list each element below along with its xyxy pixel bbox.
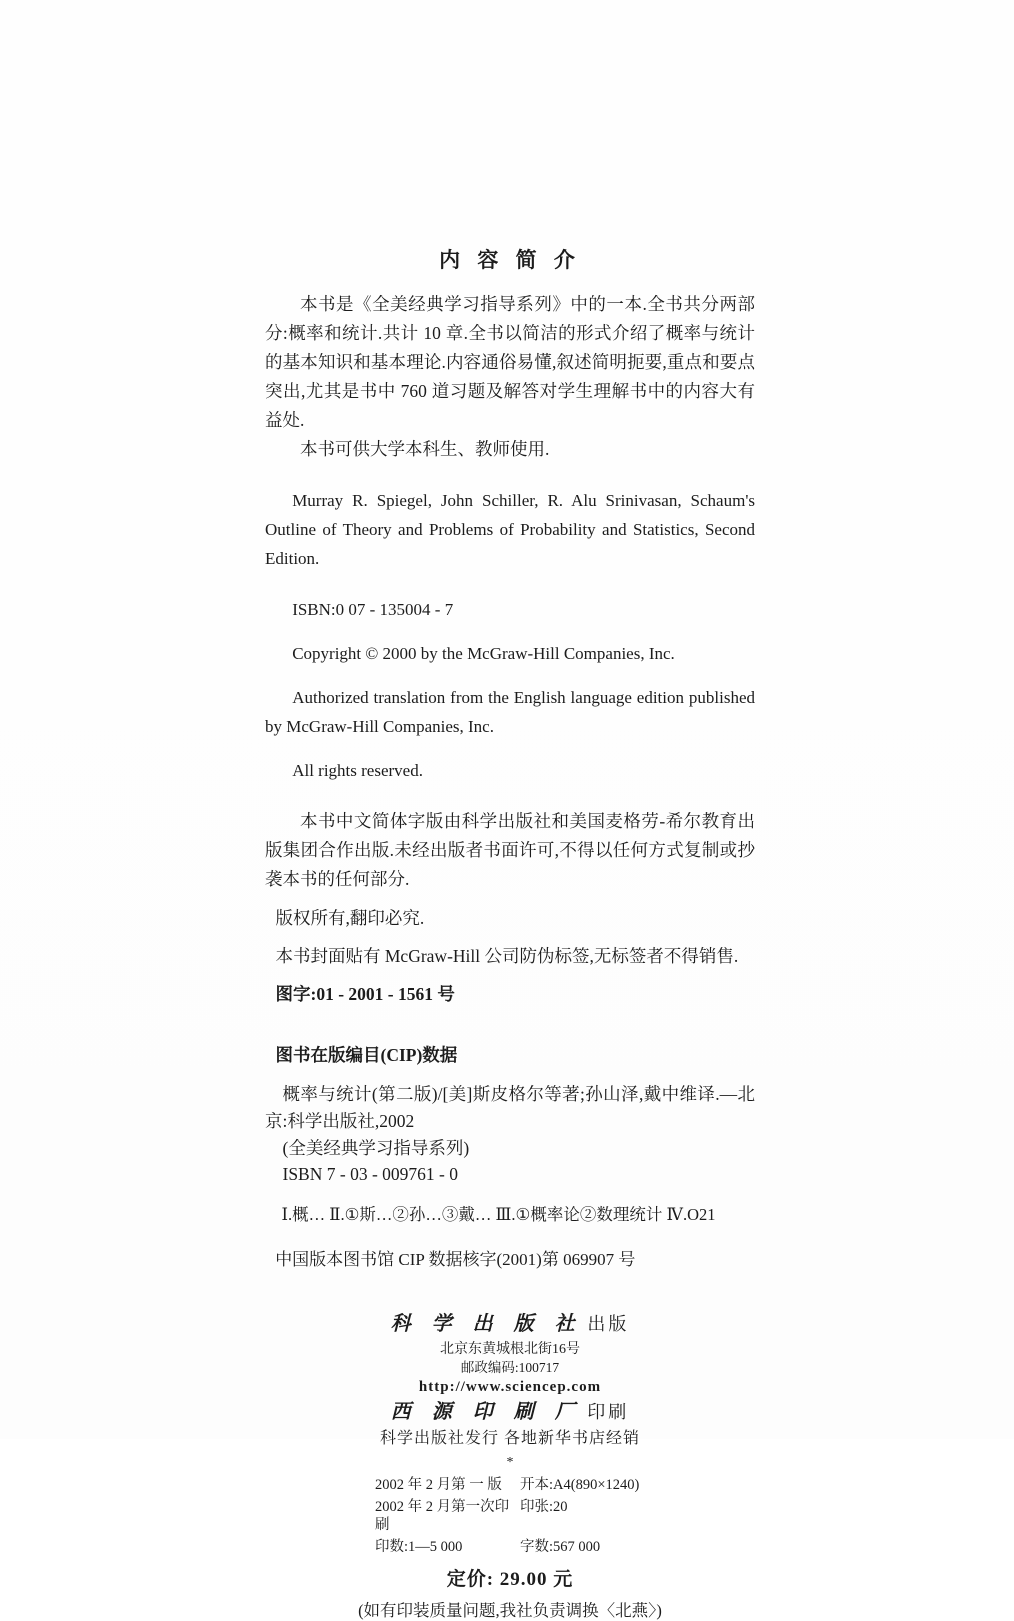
edition-date: 2002 年 2 月第 一 版	[375, 1477, 502, 1493]
printer-name: 西 源 印 刷 厂	[390, 1401, 583, 1423]
chinese-copyright-coop: 本书中文简体字版由科学出版社和美国麦格劳-希尔教育出版集团合作出版.未经出版者书面许可,不得以任何方式复制或抄袭本书的任何部分.	[265, 811, 755, 889]
intro-paragraph: 本书是《全美经典学习指导系列》中的一本.全书共分两部分:概率和统计.共计 10 章.全书以简洁的形式介绍了概率与统计的基本知识和基本理论.内容通俗易懂,叙述简明扼要,重点和要点突出,尤其是书中 760 道习题及解答对学生理解书中的内容大有益处.	[265, 294, 755, 430]
word-count: 字数:567 000	[520, 1539, 601, 1555]
cip-isbn: ISBN 7 - 03 - 009761 - 0	[282, 1164, 458, 1184]
publisher-line	[265, 1312, 755, 1337]
authorized-translation: Authorized translation from the English language edition published by McGraw-Hill Companies, Inc.	[265, 688, 755, 736]
edition-row	[375, 1538, 755, 1556]
copyright-notice: 版权所有,翻印必究.	[275, 908, 425, 928]
intro-audience: 本书可供大学本科生、教师使用.	[300, 439, 550, 459]
separator-star: *	[506, 1455, 514, 1470]
registration-number: 图字:01 - 2001 - 1561 号	[275, 984, 455, 1004]
cip-classification: Ⅰ.概… Ⅱ.①斯…②孙…③戴… Ⅲ.①概率论②数理统计 Ⅳ.O21	[281, 1205, 716, 1224]
edition-row	[375, 1498, 755, 1534]
cip-heading: 图书在版编目(CIP)数据	[275, 1045, 458, 1065]
copyright-line: Copyright © 2000 by the McGraw-Hill Companies, Inc.	[292, 644, 675, 663]
print-run: 印数:1—5 000	[375, 1539, 463, 1555]
edition-info	[265, 1476, 755, 1556]
publisher-name: 科 学 出 版 社	[390, 1313, 583, 1335]
publisher-website: http://www.sciencep.com	[418, 1379, 602, 1395]
cip-entry: 概率与统计(第二版)/[美]斯皮格尔等著;孙山泽,戴中维译.—北京:科学出版社,2002	[265, 1084, 755, 1131]
cip-series: (全美经典学习指导系列)	[282, 1138, 470, 1158]
all-rights-reserved: All rights reserved.	[292, 761, 423, 780]
sheet-count: 印张:20	[520, 1499, 568, 1515]
quality-exchange-note: (如有印装质量问题,我社负责调换〈北燕〉)	[358, 1601, 662, 1620]
printer-line	[265, 1399, 755, 1425]
intro-title: 内 容 简 介	[439, 248, 581, 272]
price: 定价: 29.00 元	[446, 1569, 574, 1590]
english-citation: Murray R. Spiegel, John Schiller, R. Alu Srinivasan, Schaum's Outline of Theory and Problems of Probability and Statistics, Second Edition.	[265, 491, 755, 568]
english-isbn: ISBN:0 07 - 135004 - 7	[292, 600, 454, 619]
printer-role: 印刷	[587, 1402, 630, 1422]
printing-date: 2002 年 2 月第一次印刷	[375, 1499, 510, 1533]
publisher-address: 北京东黄城根北街16号	[440, 1342, 580, 1357]
cip-registry: 中国版本图书馆 CIP 数据核字(2001)第 069907 号	[275, 1250, 636, 1269]
colophon	[265, 1312, 755, 1621]
edition-row	[375, 1476, 755, 1494]
page-content	[265, 244, 755, 1621]
distribution-line: 科学出版社发行 各地新华书店经销	[379, 1430, 640, 1447]
publisher-postcode: 邮政编码:100717	[460, 1360, 560, 1375]
format-spec: 开本:A4(890×1240)	[520, 1477, 640, 1493]
anti-counterfeit-label: 本书封面贴有 McGraw-Hill 公司防伪标签,无标签者不得销售.	[275, 946, 739, 966]
publisher-role: 出版	[587, 1314, 630, 1334]
